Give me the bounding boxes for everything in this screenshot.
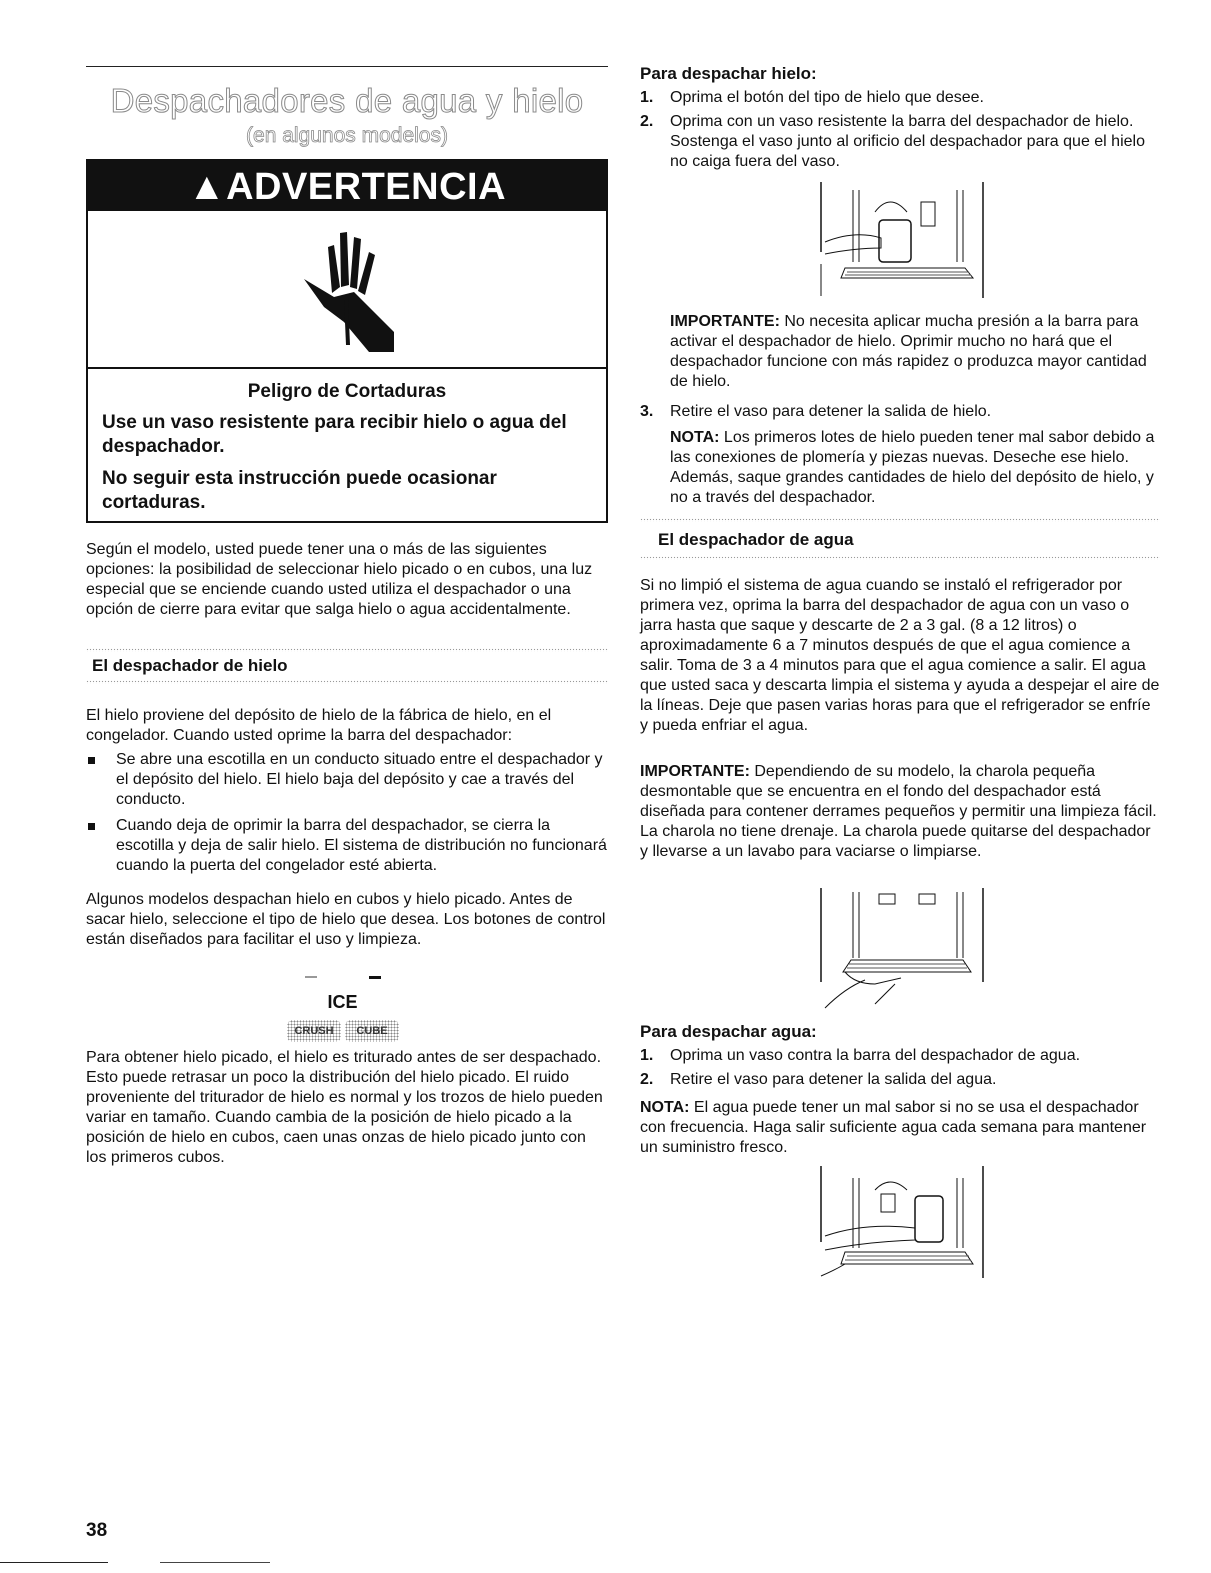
step-text: Oprima el botón del tipo de hielo que desee. [670, 89, 984, 106]
dispense-water-note [640, 1098, 1160, 1158]
list-item [86, 816, 608, 876]
footer-rule [160, 1562, 270, 1563]
list-item [640, 88, 1160, 108]
ice-para-3: Para obtener hielo picado, el hielo es triturado antes de ser despachado. Esto puede retrasar un poco la distribución del hielo picado. El ruido proveniente del triturador de hielo es normal y los trozos de hielo pueden variar en tamaño. Cuando cambia de la posición de hielo picado a la posición de hielo en cubos, caen unas onzas de hielo picado junto con los primeros cubos. [86, 1049, 603, 1166]
warning-line-1: Use un vaso resistente para recibir hielo o agua del despachador. [102, 412, 567, 457]
ice-label: ICE [327, 992, 358, 1012]
ice-control-panel [285, 970, 400, 1045]
step-number: 1. [640, 1047, 654, 1064]
crush-button[interactable]: CRUSH [287, 1020, 341, 1042]
intro-paragraph: Según el modelo, usted puede tener una o más de las siguientes opciones: la posibilidad de seleccionar hielo picado o en cubos, una luz especial que se enciende cuando usted utiliza el despachador o una opción de cierre para evitar que salga hielo o agua accidentalmente. [86, 541, 593, 618]
step-number: 1. [640, 89, 654, 106]
important-text: No necesita aplicar mucha presión a la barra para activar el despachador de hielo. Oprimir mucho no hará que el despachador funcione con más rapidez o produzca mayor cantidad de hielo. [670, 313, 1147, 390]
water-dispenser-illustration [815, 1166, 985, 1280]
water-para-1: Si no limpió el sistema de agua cuando se instaló el refrigerador por primera vez, oprima la barra del despachador de agua con un vaso o jarra hasta que saque y descarte de 2 a 3 gal. (8 a 12 litros) o aproximadamente 6 a 7 minutos después de que el agua comience a salir. Toma de 3 a 4 minutos para que el agua comience a salir. El agua que usted saca y descarta limpia el sistema y ayuda a despejar el aire de la líneas. Deje que pasen varias horas para que el refrigerador se enfríe y pueda enfriar el agua. [640, 577, 1160, 734]
warning-header [88, 161, 606, 211]
dotted-rule [640, 518, 1160, 522]
dispense-ice-important [670, 312, 1160, 392]
crush-indicator [305, 976, 317, 978]
dotted-rule [86, 680, 608, 684]
ice-section-header [86, 648, 608, 684]
dispense-ice-step3 [640, 402, 1160, 426]
warning-text [88, 369, 606, 515]
step-text: Oprima con un vaso resistente la barra del despachador de hielo. Sostenga el vaso junto al orificio del despachador para que el hielo no caiga fuera del vaso. [670, 113, 1145, 170]
step-number: 3. [640, 403, 654, 420]
page-number: 38 [86, 1520, 108, 1541]
dispense-ice-title: Para despachar hielo: [640, 64, 817, 83]
step-text: Oprima un vaso contra la barra del despachador de agua. [670, 1047, 1081, 1064]
footer-rule [0, 1562, 108, 1563]
step-number: 2. [640, 113, 654, 130]
important-label: IMPORTANTE: [640, 763, 750, 780]
dispense-water-steps [640, 1046, 1160, 1094]
ice-section-title: El despachador de hielo [92, 656, 288, 675]
note-text: Los primeros lotes de hielo pueden tener mal sabor debido a las conexiones de plomería y piezas nuevas. Deseche ese hielo. Además, saque grandes cantidades de hielo del depósito de hielo, y no a través del despachador. [670, 429, 1155, 506]
dotted-rule [86, 648, 608, 652]
ice-bullet-list [86, 750, 608, 882]
list-item [86, 750, 608, 810]
important-label: IMPORTANTE: [670, 313, 780, 330]
ice-para-2: Algunos modelos despachan hielo en cubos y hielo picado. Antes de sacar hielo, seleccione el tipo de hielo que desea. Los botones de control están diseñados para facilitar el uso y limpieza. [86, 891, 606, 948]
bullet-square-icon [88, 823, 95, 830]
step-text: Retire el vaso para detener la salida del agua. [670, 1071, 997, 1088]
top-rule [86, 66, 608, 67]
bullet-text: Cuando deja de oprimir la barra del despachador, se cierra la escotilla y deja de salir hielo. El sistema de distribución no funcionará cuando la puerta del congelador esté abierta. [116, 817, 607, 874]
dotted-rule [640, 556, 1160, 560]
list-item [640, 112, 1160, 172]
water-section-title: El despachador de agua [658, 530, 854, 549]
note-label: NOTA: [670, 429, 720, 446]
page-title: Despachadores de agua y hielo [110, 82, 584, 119]
water-section-header [640, 518, 1160, 560]
warning-line-2: No seguir esta instrucción puede ocasionar cortaduras. [102, 468, 497, 513]
warning-subheading: Peligro de Cortaduras [247, 381, 447, 402]
step-text: Retire el vaso para detener la salida de hielo. [670, 403, 992, 420]
warning-box [86, 159, 608, 523]
dispense-ice-steps [640, 88, 1160, 176]
cut-hand-icon [294, 227, 404, 357]
water-important [640, 762, 1160, 862]
note-label: NOTA: [640, 1099, 690, 1116]
list-item [640, 1046, 1160, 1066]
cube-indicator [369, 976, 381, 979]
ice-para-1: El hielo proviene del depósito de hielo de la fábrica de hielo, en el congelador. Cuando usted oprime la barra del despachador: [86, 707, 552, 744]
important-text: Dependiendo de su modelo, la charola pequeña desmontable que se encuentra en el fondo del despachador está diseñada para contener derrames pequeños y permitir una limpieza fácil. La charola no tiene drenaje. La charola puede quitarse del despachador y llevarse a un lavabo para vaciarse o limpiarse. [640, 763, 1157, 860]
warning-heading: ADVERTENCIA [226, 166, 507, 208]
page-subtitle: (en algunos modelos) [246, 124, 448, 147]
bullet-square-icon [88, 757, 95, 764]
cube-button[interactable]: CUBE [345, 1020, 399, 1042]
list-item [640, 402, 1160, 422]
ice-dispenser-illustration [815, 182, 985, 300]
list-item [640, 1070, 1160, 1090]
warning-triangle-icon: ▲ [187, 166, 227, 208]
warning-image [88, 213, 606, 369]
bullet-text: Se abre una escotilla en un conducto situado entre el despachador y el depósito del hielo. El hielo baja del depósito y cae a través del conducto. [116, 751, 603, 808]
step-number: 2. [640, 1071, 654, 1088]
dispense-water-title: Para despachar agua: [640, 1022, 817, 1041]
drip-tray-illustration [815, 888, 985, 1014]
note-text: El agua puede tener un mal sabor si no se usa el despachador con frecuencia. Haga salir suficiente agua cada semana para mantener un suministro fresco. [640, 1099, 1147, 1156]
dispense-ice-note [670, 428, 1160, 508]
